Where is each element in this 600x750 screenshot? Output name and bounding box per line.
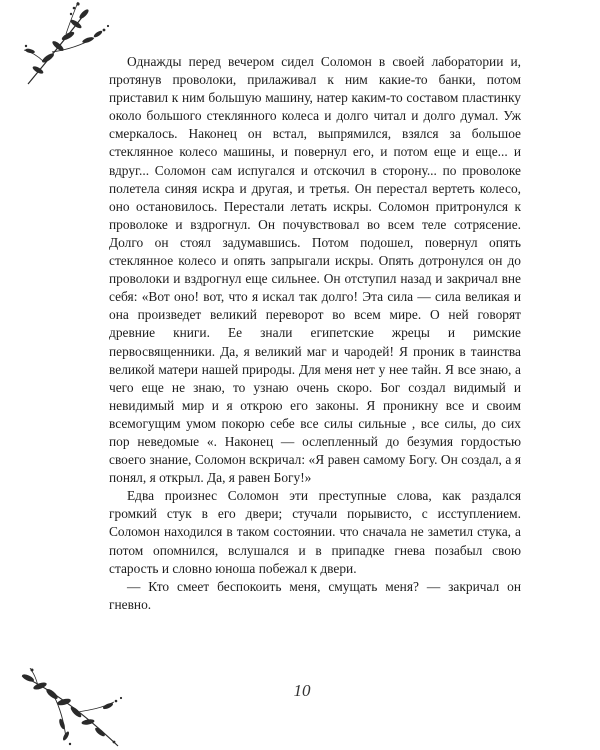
paragraph: Однажды перед вечером сидел Соломон в своей лаборатории и, протянув проволоки, прилаживал к ним какие-то банки, потом приставил к ним большую машину, натер каким-то составом пластинку около большого стеклянного колеса и долго читал и долго думал. Уж смеркалось. Наконец он встал, выпрямился, взялся за большое стеклянное колесо машины, и повернул его, и потом еще и еще... и вдруг... Соломон сам испугался и отскочил в сторону... по проволоке полетела синяя искра и другая, и третья. Он перестал вертеть колесо, оно остановилось. Перестали летать искры. Соломон притронулся к проволоке и вздрогнул. Он почувствовал во всем теле сотрясение. Долго он стоял задумавшись. Потом подошел, повернул опять стеклянное колесо и опять запрыгали искры. Опять дотронулся он до проволоки и вздрогнул еще сильнее. Он отступил назад и закричал вне себя: «Вот оно! вот, что я искал так долго! Эта сила — сила великая и она произведет великий переворот во всем мире. О ней говорят древние книги. Ее знали египетские жрецы и римские первосвященники. Да, я великий маг и чародей! Я проник в таинства великой матери нашей природы. Для меня нет у нее тайн. Я все знаю, а чего еще не знаю, то узнаю очень скоро. Бог создал видимый и невидимый мир и я открою его законы. Я проникну все и своим всемогущим умом покорю себе все силы сильные , все силы, до сих пор неведомые «. Наконец — ослепленный до безумия гордостью своего знание, Соломон вскричал: «Я равен самому Богу. Он создал, а я понял, я открыл. Да, я равен Богу!»: [109, 54, 521, 486]
page-number: 10: [293, 681, 311, 700]
floral-sprig-icon: [18, 668, 130, 750]
paragraph: — Кто смеет беспокоить меня, смущать меня? — закричал он гневно.: [109, 578, 521, 612]
text-block: [109, 53, 521, 614]
paragraph: Едва произнес Соломон эти преступные слова, как раздался громкий стук в его двери; стучали порывисто, с исступлением. Соломон находился в таком состоянии. что сначала не заметил стука, а потом опомнился, вслушался и в припадке гнева позабыл свою старость и словно юноша побежал к двери.: [109, 488, 521, 576]
floral-sprig-icon: [22, 0, 114, 86]
